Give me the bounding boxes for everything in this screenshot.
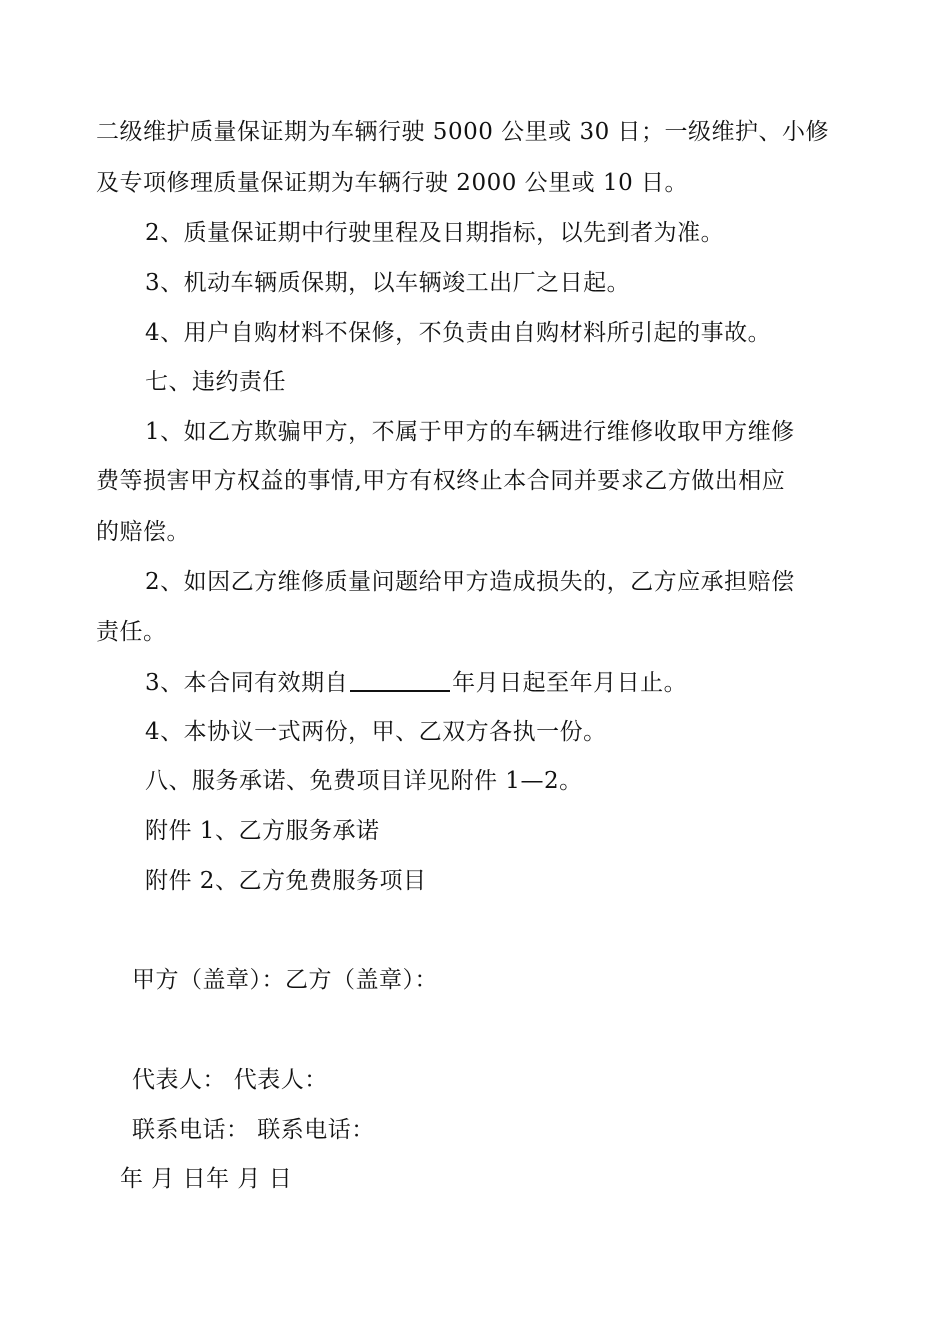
attachments-heading: 八、服务承诺、免费项目详见附件 1—2。 [145, 768, 583, 794]
breach-item-2-line-1: 2、如因乙方维修质量问题给甲方造成损失的，乙方应承担赔偿 [145, 569, 795, 595]
validity-prefix: 3、本合同有效期自 [145, 670, 349, 696]
breach-heading: 七、违约责任 [145, 369, 286, 395]
start-date-blank[interactable] [350, 666, 450, 692]
seal-line: 甲方（盖章）：乙方（盖章）： [132, 967, 438, 993]
validity-suffix: 年月日起至年月日止。 [452, 670, 688, 696]
date-line: 年 月 日年 月 日 [120, 1166, 293, 1192]
attachment-1: 附件 1、乙方服务承诺 [145, 818, 380, 844]
attachment-2: 附件 2、乙方免费服务项目 [145, 868, 427, 894]
warranty-item-4: 4、用户自购材料不保修，不负责由自购材料所引起的事故。 [145, 320, 772, 346]
warranty-item-2: 2、质量保证期中行驶里程及日期指标，以先到者为准。 [145, 220, 725, 246]
breach-item-1-line-1: 1、如乙方欺骗甲方，不属于甲方的车辆进行维修收取甲方维修 [145, 419, 795, 445]
breach-item-1-line-2: 费等损害甲方权益的事情,甲方有权终止本合同并要求乙方做出相应 [96, 468, 786, 494]
warranty-clause-line-1: 二级维护质量保证期为车辆行驶 5000 公里或 30 日；一级维护、小修 [96, 119, 830, 145]
warranty-clause-line-2: 及专项修理质量保证期为车辆行驶 2000 公里或 10 日。 [96, 170, 689, 196]
breach-item-2-line-2: 责任。 [96, 619, 167, 645]
breach-item-1-line-3: 的赔偿。 [96, 519, 190, 545]
representative-line: 代表人： 代表人： [132, 1067, 328, 1093]
warranty-item-3: 3、机动车辆质保期，以车辆竣工出厂之日起。 [145, 270, 631, 296]
validity-period-line [145, 666, 687, 699]
copies-clause: 4、本协议一式两份，甲、乙双方各执一份。 [145, 719, 607, 745]
phone-line: 联系电话： 联系电话： [132, 1117, 375, 1143]
